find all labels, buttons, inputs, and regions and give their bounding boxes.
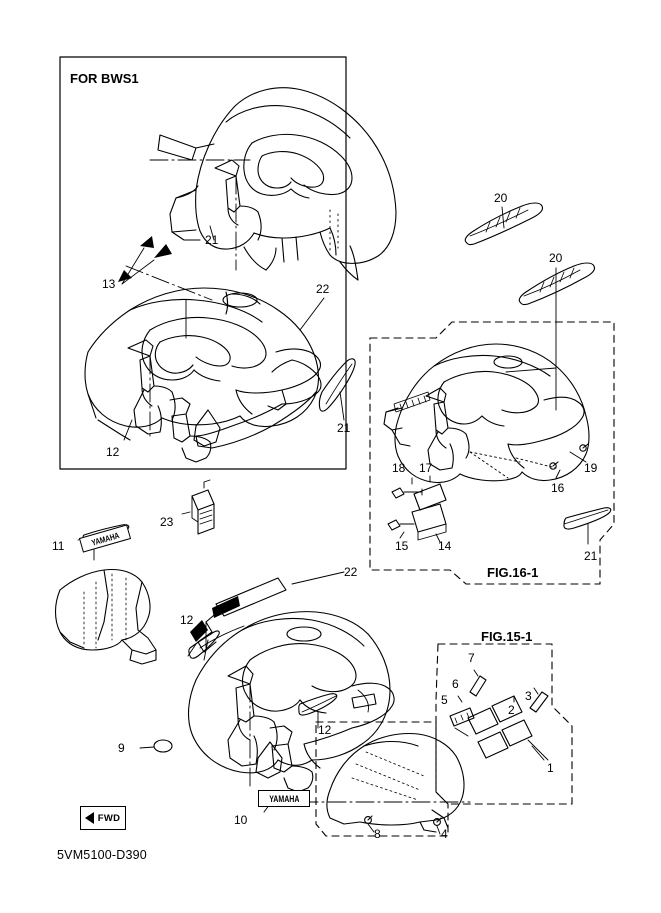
callout-21c: 21: [584, 549, 598, 563]
panel-title-bws1: FOR BWS1: [70, 71, 139, 86]
fwd-marker: [80, 806, 126, 830]
callout-12b: 12: [180, 613, 194, 627]
callout-4: 4: [441, 827, 448, 841]
callout-7: 7: [468, 651, 475, 665]
callout-14: 14: [438, 539, 452, 553]
callout-19: 19: [584, 461, 598, 475]
callout-15: 15: [395, 539, 409, 553]
callout-13: 13: [102, 277, 116, 291]
emblem-11-text: YAMAHA: [89, 529, 121, 548]
emblem-10: [258, 790, 310, 807]
callout-20a: 20: [494, 191, 508, 205]
callout-21a: 21: [205, 233, 219, 247]
callout-16: 16: [551, 481, 565, 495]
callout-2: 2: [508, 703, 515, 717]
callout-17: 17: [419, 461, 433, 475]
callout-8: 8: [374, 827, 381, 841]
emblem-10-text: YAMAHA: [268, 793, 300, 804]
callout-10: 10: [234, 813, 248, 827]
callout-1: 1: [547, 761, 554, 775]
fwd-label: FWD: [97, 812, 121, 824]
callout-9: 9: [118, 741, 125, 755]
part-code: 5VM5100-D390: [57, 848, 147, 862]
callout-5: 5: [441, 693, 448, 707]
callout-22a: 22: [316, 282, 330, 296]
panel-title-fig15: FIG.15-1: [481, 629, 533, 644]
callout-20b: 20: [549, 251, 563, 265]
panel-title-fig16: FIG.16-1: [487, 565, 539, 580]
callout-21b: 21: [337, 421, 351, 435]
callout-11: 11: [52, 539, 65, 553]
callout-3: 3: [525, 689, 532, 703]
callout-6: 6: [452, 677, 459, 691]
callout-23: 23: [160, 515, 174, 529]
callout-12c: 12: [318, 723, 332, 737]
callout-22b: 22: [344, 565, 358, 579]
callout-12a: 12: [106, 445, 120, 459]
callout-18: 18: [392, 461, 406, 475]
fwd-arrow-icon: [85, 812, 94, 824]
